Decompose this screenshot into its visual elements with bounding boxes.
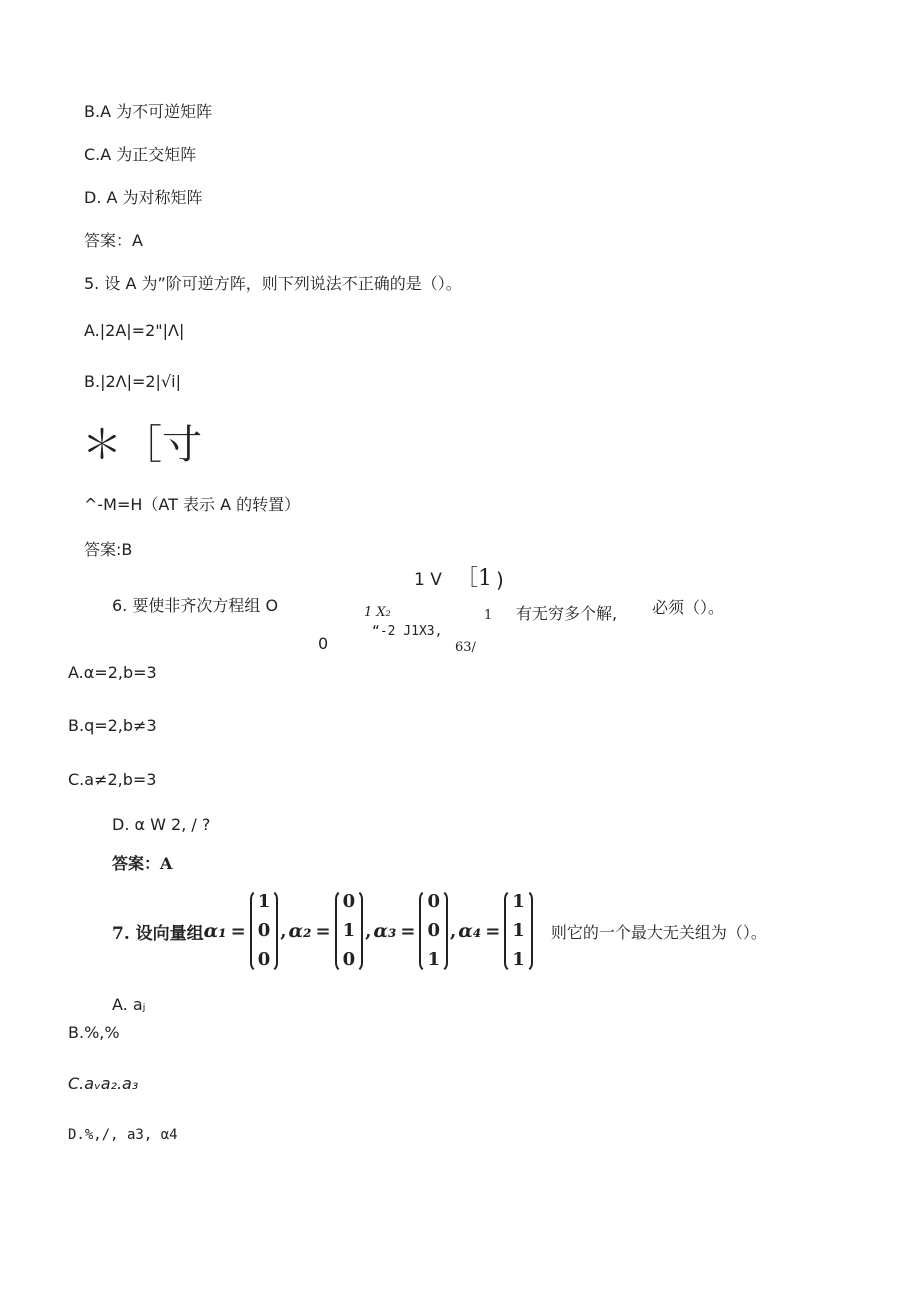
q7-vector-alpha2	[335, 889, 364, 973]
q6-fragment-63: 63/	[455, 640, 476, 655]
q7-option-b: B.%,%	[68, 1023, 120, 1042]
q7-eq-4: =	[485, 920, 501, 942]
q5-option-c-fragment: ＊［寸	[82, 422, 202, 468]
q6-fragment-paren: )	[496, 568, 504, 592]
vector-entry: 1	[427, 949, 440, 970]
q6-fragment-bracket: ［1	[456, 566, 492, 591]
vector-entry: 0	[257, 949, 271, 970]
q5-option-b: B.|2Λ|=2|√i|	[84, 372, 181, 391]
q7-alpha2-label: α₂	[288, 920, 312, 942]
q7-option-d: D.%,/, a3, α4	[68, 1127, 178, 1143]
q4-option-d: D. A 为对称矩阵	[84, 188, 203, 207]
q7-alpha4-label: α₄	[458, 920, 482, 942]
q7-vector-alpha1	[250, 889, 279, 973]
q6-tail-1: 有无穷多个解,	[516, 604, 618, 623]
q6-option-d: D. α W 2, / ?	[112, 815, 211, 834]
q5-option-a: A.|2A|=2"|Λ|	[84, 321, 185, 340]
q7-alpha1-label: α₁	[203, 920, 227, 942]
vector-entry: 1	[512, 920, 525, 941]
q5-question: 5. 设 A 为”阶可逆方阵，则下列说法不正确的是（）。	[84, 274, 462, 293]
vector-entry: 1	[512, 891, 525, 912]
q6-answer: 答案：A	[112, 854, 173, 873]
vector-entry: 1	[512, 949, 525, 970]
q7-question-row	[112, 886, 767, 976]
q6-option-a: A.α=2,b=3	[68, 663, 157, 682]
q6-fragment-1v: 1 V	[414, 570, 442, 590]
vector-entry: 0	[342, 891, 356, 912]
q6-question: 6. 要使非齐次方程组 O	[112, 596, 279, 615]
q7-comma-2: ,	[365, 920, 372, 942]
q7-vector-alpha4	[504, 889, 533, 973]
q4-option-c: C.A 为正交矩阵	[84, 145, 197, 164]
vector-entry: 0	[427, 891, 440, 912]
q7-eq-1: =	[230, 920, 246, 942]
q7-option-a: A. aⱼ	[112, 995, 146, 1014]
vector-entry: 1	[342, 920, 356, 941]
q5-answer: 答案:B	[84, 540, 133, 559]
q7-eq-3: =	[400, 920, 416, 942]
q7-lead: 7. 设向量组	[112, 923, 204, 944]
vector-entry: 0	[257, 920, 271, 941]
q6-option-c: C.a≠2,b=3	[68, 770, 157, 789]
q6-fragment-x2: 1 X₂	[364, 605, 391, 620]
q7-tail: 则它的一个最大无关组为（）。	[550, 922, 767, 942]
vector-entry: 1	[257, 891, 271, 912]
q5-option-d: ^-M=H（AT 表示 A 的转置）	[84, 495, 301, 514]
q7-option-c: C.aᵥa₂.a₃	[68, 1074, 139, 1093]
q6-fragment-zero: 0	[318, 634, 329, 653]
vector-entry: 0	[427, 920, 440, 941]
q7-comma-3: ,	[449, 920, 457, 942]
q7-vector-alpha3	[419, 889, 448, 973]
q6-fragment-j1x3: “-2 J1X3,	[372, 624, 443, 639]
q7-alpha3-label: α₃	[373, 920, 397, 942]
q6-option-b: B.q=2,b≠3	[68, 716, 157, 735]
q7-eq-2: =	[315, 920, 331, 942]
q6-fragment-one: 1	[484, 608, 493, 623]
vector-entry: 0	[342, 949, 356, 970]
q7-comma-1: ,	[280, 920, 287, 942]
q4-option-b: B.A 为不可逆矩阵	[84, 102, 213, 121]
q6-tail-2: 必须（）。	[652, 598, 725, 617]
q4-answer: 答案：A	[84, 231, 143, 250]
